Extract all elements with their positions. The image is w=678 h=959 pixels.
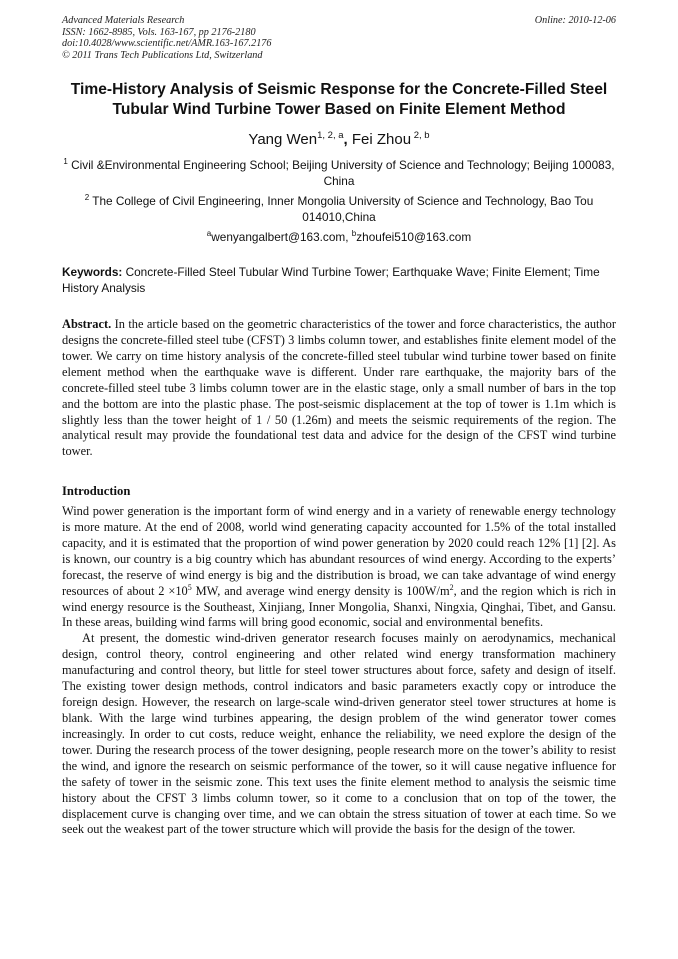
introduction-body xyxy=(62,504,616,838)
author-list xyxy=(50,131,628,149)
keywords-label: Keywords: xyxy=(62,265,123,279)
affiliation-1-text: Civil &Environmental Engineering School; Beijing University of Science and Technology; Beijing 100083, China xyxy=(67,158,615,188)
abstract-label: Abstract. xyxy=(62,317,112,331)
exponent-5: 5 xyxy=(187,582,192,592)
author-2-affiliation-marker: 2, b xyxy=(411,130,430,141)
author-separator: , xyxy=(343,131,348,148)
author-emails xyxy=(62,229,616,245)
paragraph-1-part-b: MW, and average wind energy density is 100W/m xyxy=(191,583,450,598)
introduction-paragraph-1 xyxy=(62,504,616,631)
journal-name: Advanced Materials Research xyxy=(62,15,185,26)
paragraph-1-part-c: , and the region which is rich in wind energy resource is the Southeast, Xinjiang, Inner Mongolia, Shanxi, Ningxia, Qinghai, Tibet, and Gansu. In these areas, building wind farms will bring good economic, social and environmental benefits. xyxy=(62,583,616,630)
keywords-text: Concrete-Filled Steel Tubular Wind Turbine Tower; Earthquake Wave; Finite Element; Time History Analysis xyxy=(62,265,600,295)
affiliation-2-text: The College of Civil Engineering, Inner Mongolia University of Science and Technology, Bao Tou 014010,China xyxy=(89,194,594,224)
email-separator: , xyxy=(345,230,352,244)
author-1-name: Yang Wen xyxy=(248,131,318,148)
exponent-2: 2 xyxy=(449,582,454,592)
copyright-line: © 2011 Trans Tech Publications Ltd, Switzerland xyxy=(62,49,263,61)
abstract-block xyxy=(62,317,616,460)
affiliation-2-marker: 2 xyxy=(84,193,90,202)
paper-title xyxy=(50,80,628,120)
email-a: wenyangalbert@163.com xyxy=(211,230,346,244)
email-a-marker: a xyxy=(206,229,212,238)
affiliation-2 xyxy=(62,193,616,225)
author-1-affiliation-marker: 1, 2, a xyxy=(317,130,344,141)
title-line-1: Time-History Analysis of Seismic Response for the Concrete-Filled Steel xyxy=(70,81,608,98)
affiliation-1 xyxy=(62,157,616,189)
doi-line: doi:10.4028/www.scientific.net/AMR.163-167.2176 xyxy=(62,38,272,50)
introduction-heading: Introduction xyxy=(62,484,131,498)
author-2-name: Fei Zhou xyxy=(347,131,412,148)
paragraph-1-part-a: Wind power generation is the important form of wind energy and in a variety of renewable energy technology is more mature. At the end of 2008, world wind generating capacity accounted for 1.5% of the total installed capacity, and it is estimated that the proportion of wind power generation by 2020 could reach 12% [1] [2]. As is known, our country is a big country which has abundant resources of wind energy. According to the experts’ forecast, the reserve of wind energy is big and the distribution is broad, we can take advantage of wind energy resources of about 2 ×10 xyxy=(62,504,616,598)
email-b: zhoufei510@163.com xyxy=(356,230,472,244)
abstract-text: In the article based on the geometric characteristics of the tower and force characteristics, the author designs the concrete-filled steel tube (CFST) 3 limbs column tower, and establishes finite element model of the tower. We carry on time history analysis of the concrete-filled steel tubular wind turbine tower based on finite element method when the earthquake wave is different. Under rare earthquake, the majority bars of the concrete-filled steel tube 3 limbs column tower are in the elastic stage, only a small number of bars in the top and the bottom are into the plastic phase. The post-seismic displacement at the top of tower is 1.1m which is slightly less than the tower height of 1 / 50 (1.26m) and meets the seismic requirements of the region. The analytical result may provide the foundational test data and advice for the design of the CFST wind turbine tower. xyxy=(62,317,616,459)
email-b-marker: b xyxy=(351,229,357,238)
introduction-paragraph-2: At present, the domestic wind-driven generator research focuses mainly on aerodynamics, mechanical design, control theory, control engineering and other related wind energy transformation machinery manufacturing and control theory, but little for steel tower structures about force, safety and design of itself. The existing tower design methods, control indicators and basic parameters exactly copy or introduce the foreign design. However, the research on large-scale wind-driven generator steel tower structures at home is blank. With the large wind turbines appearing, the design problem of the wind generator tower comes increasingly. In order to cut costs, reduce weight, enhance the reliability, we need explore the design of the tower. During the research process of the tower designing, people research more on the tower’s ability to resist the wind, and ignore the research on seismic performance of the tower, so it will cause negative influence for the safety of tower in the seismic zone. This text uses the finite element method to analysis the seismic time history about the CFST 3 limbs column tower, so it come to a conclusion that on top of the tower, the displacement curve is changing over time, and we can obtain the stress situation of tower at each time. So we seek out the weakest part of the tower structure which will provide the basis for the design of the tower. xyxy=(62,631,616,837)
journal-header xyxy=(62,15,271,61)
affiliation-1-marker: 1 xyxy=(63,157,68,166)
online-date: Online: 2010-12-06 xyxy=(534,15,616,26)
issn-line: ISSN: 1662-8985, Vols. 163-167, pp 2176-2180 xyxy=(62,26,256,38)
title-line-2: Tubular Wind Turbine Tower Based on Finite Element Method xyxy=(112,101,566,118)
keywords-block xyxy=(62,264,616,296)
